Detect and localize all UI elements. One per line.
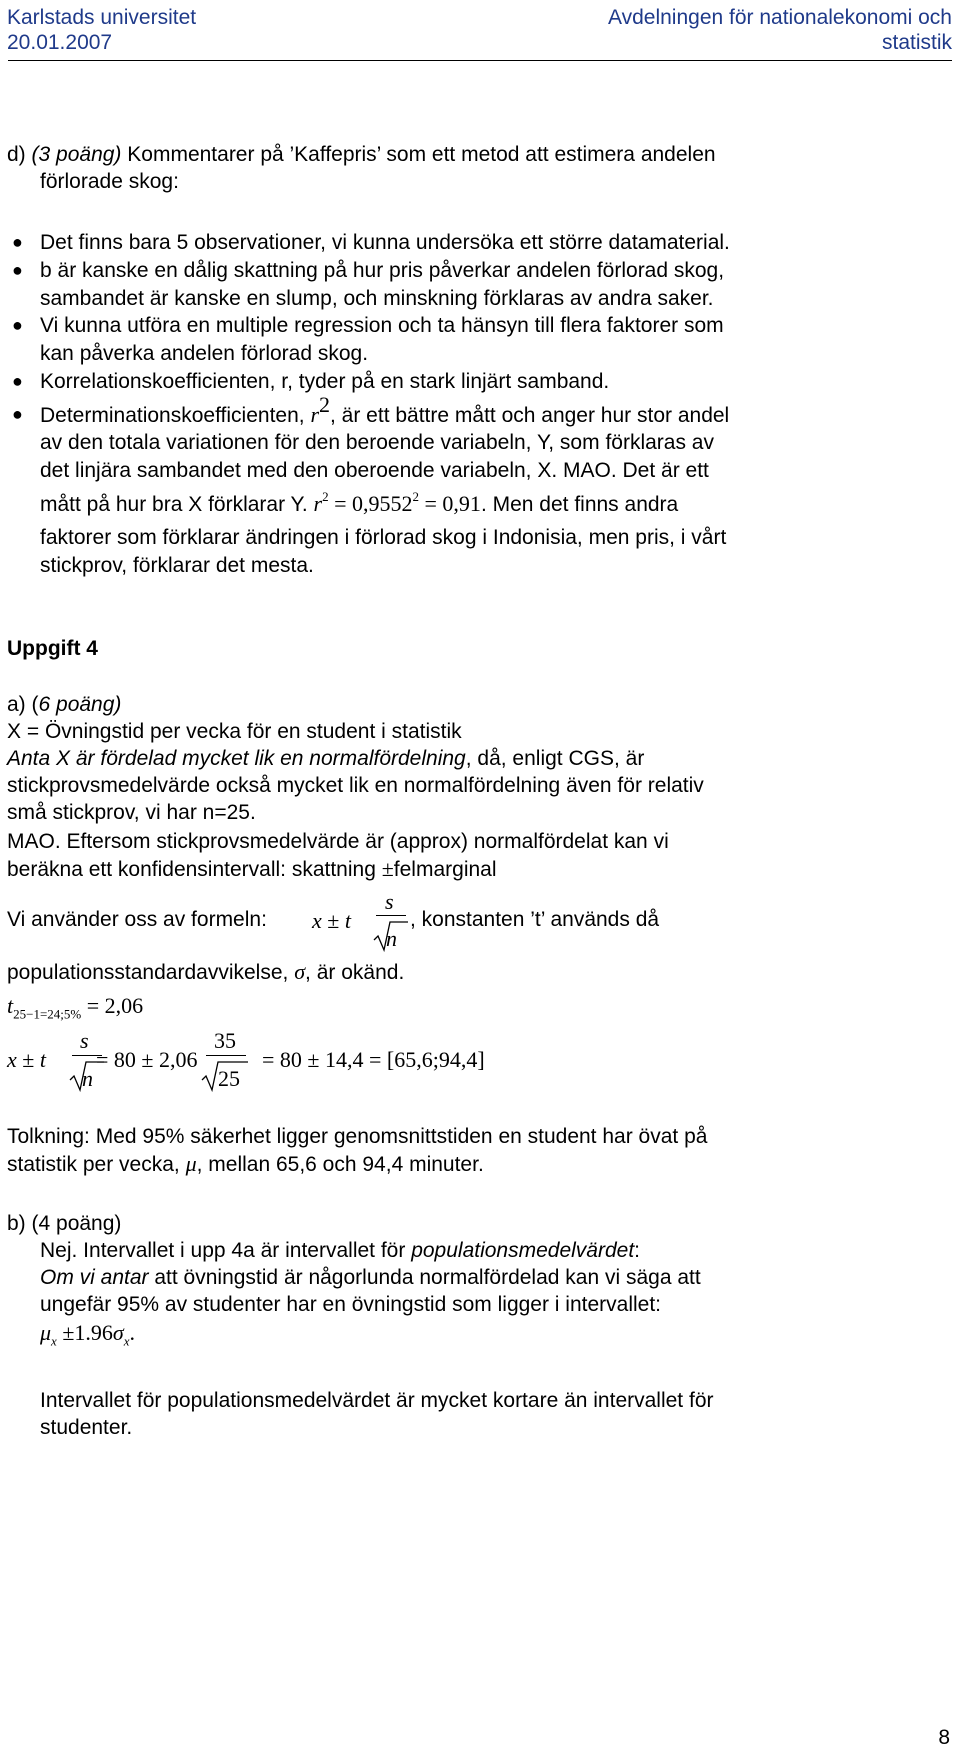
- bullet-icon: ●: [12, 315, 23, 335]
- fraction-bar: [206, 1055, 246, 1056]
- task-heading: Uppgift 4: [7, 637, 98, 660]
- part-b-line1: Nej. Intervallet i upp 4a är intervallet för populationsmedelvärdet:: [40, 1239, 641, 1262]
- part-b-line6: studenter.: [40, 1416, 133, 1439]
- bullet-icon: ●: [12, 404, 23, 424]
- line-5: MAO. Eftersom stickprovsmedelvärde är (approx) normalfördelat kan vi: [7, 830, 669, 853]
- sigma-symbol: σ: [294, 959, 306, 984]
- bullet-4: Korrelationskoefficienten, r, tyder på en stark linjärt samband.: [40, 370, 610, 393]
- line-x-def: X = Övningstid per vecka för en student i statistik: [7, 720, 462, 743]
- bullet-3-line2: kan påverka andelen förlorad skog.: [40, 342, 369, 365]
- page-number: 8: [938, 1726, 950, 1749]
- bullet-5-line6: stickprov, förklarar det mesta.: [40, 554, 314, 577]
- bullet-5-line5: faktorer som förklarar ändringen i förlorad skog i Indonisia, men pris, i vårt: [40, 526, 727, 549]
- fraction-bar: [376, 915, 406, 916]
- part-d-points: (3 poäng): [31, 143, 122, 166]
- bullet-2-line1: b är kanske en dålig skattning på hur pris påverkar andelen förlorad skog,: [40, 259, 725, 282]
- formula-s: s: [385, 889, 394, 914]
- interval-formula: $\mu_x \pm 1.96\sigma_x$.: [40, 1320, 136, 1349]
- formula-intro: Vi använder oss av formeln:: [7, 908, 267, 931]
- t-value: $t_{25-1=24;5\%} = 2,06$: [7, 993, 144, 1022]
- formula-after: , konstanten ’t’ används då: [410, 908, 660, 931]
- line-8: populationsstandardavvikelse, σ, är okänd.: [7, 959, 405, 984]
- bullet-1: Det finns bara 5 observationer, vi kunna undersöka ett större datamaterial.: [40, 231, 730, 254]
- part-d-line2: förlorade skog:: [40, 170, 179, 193]
- part-d-line1: [7, 143, 716, 167]
- part-b-line5: Intervallet för populationsmedelvärdet är mycket kortare än intervallet för: [40, 1389, 714, 1412]
- header-university: Karlstads universitet: [7, 6, 197, 29]
- mu-symbol: μ: [185, 1151, 197, 1176]
- r-squared-formula: $r^2 = 0,9552^2 = 0,91$: [313, 488, 481, 516]
- part-a-label: a) (6 poäng): [7, 693, 122, 716]
- bullet-icon: ●: [12, 232, 23, 252]
- formula-x-pm-t: x ± t: [312, 908, 351, 933]
- bullet-5-line4: mått på hur bra X förklarar Y. $r^2 = 0,9552^2 = 0,91$. Men det finns andra: [40, 488, 679, 516]
- calc-s: s: [80, 1028, 89, 1053]
- line-6: beräkna ett konfidensintervall: skattning ±felmarginal: [7, 856, 497, 881]
- part-b-line3: ungefär 95% av studenter har en övningstid som ligger i intervallet:: [40, 1293, 662, 1316]
- line-4: små stickprov, vi har n=25.: [7, 801, 256, 824]
- calc-eq1: = 80 ± 2,06: [96, 1047, 198, 1072]
- bullet-3-line1: Vi kunna utföra en multiple regression och ta hänsyn till flera faktorer som: [40, 314, 724, 337]
- bullet-5-line3: det linjära sambandet med den oberoende variabeln, X. MAO. Det är ett: [40, 459, 709, 482]
- calc-x-pm-t: x ± t: [7, 1047, 46, 1072]
- tolkning-line1: Tolkning: Med 95% säkerhet ligger genomsnittstiden en student har övat på: [7, 1125, 708, 1148]
- tolkning-line2: statistik per vecka, μ, mellan 65,6 och 94,4 minuter.: [7, 1151, 484, 1176]
- calc-den: 25: [218, 1066, 240, 1091]
- calc-result: = 80 ± 14,4 = [65,6;94,4]: [262, 1047, 485, 1072]
- bullet-5-line1: Determinationskoefficienten, $r^2$, är ett bättre mått och anger hur stor andel: [40, 392, 730, 427]
- calc-num: 35: [214, 1028, 236, 1053]
- part-b-label: b) (4 poäng): [7, 1212, 122, 1235]
- header-rule: [8, 60, 952, 61]
- part-d-label: d): [7, 143, 26, 166]
- bullet-icon: ●: [12, 260, 23, 280]
- header-date: 20.01.2007: [7, 31, 113, 54]
- header-department: Avdelningen för nationalekonomi och: [607, 6, 952, 29]
- line-3: stickprovsmedelvärde också mycket lik en normalfördelning även för relativ: [7, 774, 704, 797]
- part-b-line2: Om vi antar att övningstid är någorlunda normalfördelad kan vi säga att: [40, 1266, 701, 1289]
- header-subject: statistik: [881, 31, 952, 54]
- line-anta: Anta X är fördelad mycket lik en normalfördelning, då, enligt CGS, är: [7, 747, 645, 770]
- part-d-text: Kommentarer på ’Kaffepris’ som ett metod att estimera andelen: [121, 143, 716, 166]
- r-symbol: r: [310, 402, 319, 427]
- bullet-5-line2: av den totala variationen för den beroende variabeln, Y, som förklaras av: [40, 431, 714, 454]
- bullet-2-line2: sambandet är kanske en slump, och minskning förklaras av andra saker.: [40, 287, 714, 310]
- calc-n: n: [82, 1066, 93, 1091]
- bullet-icon: ●: [12, 371, 23, 391]
- formula-n: n: [386, 926, 397, 951]
